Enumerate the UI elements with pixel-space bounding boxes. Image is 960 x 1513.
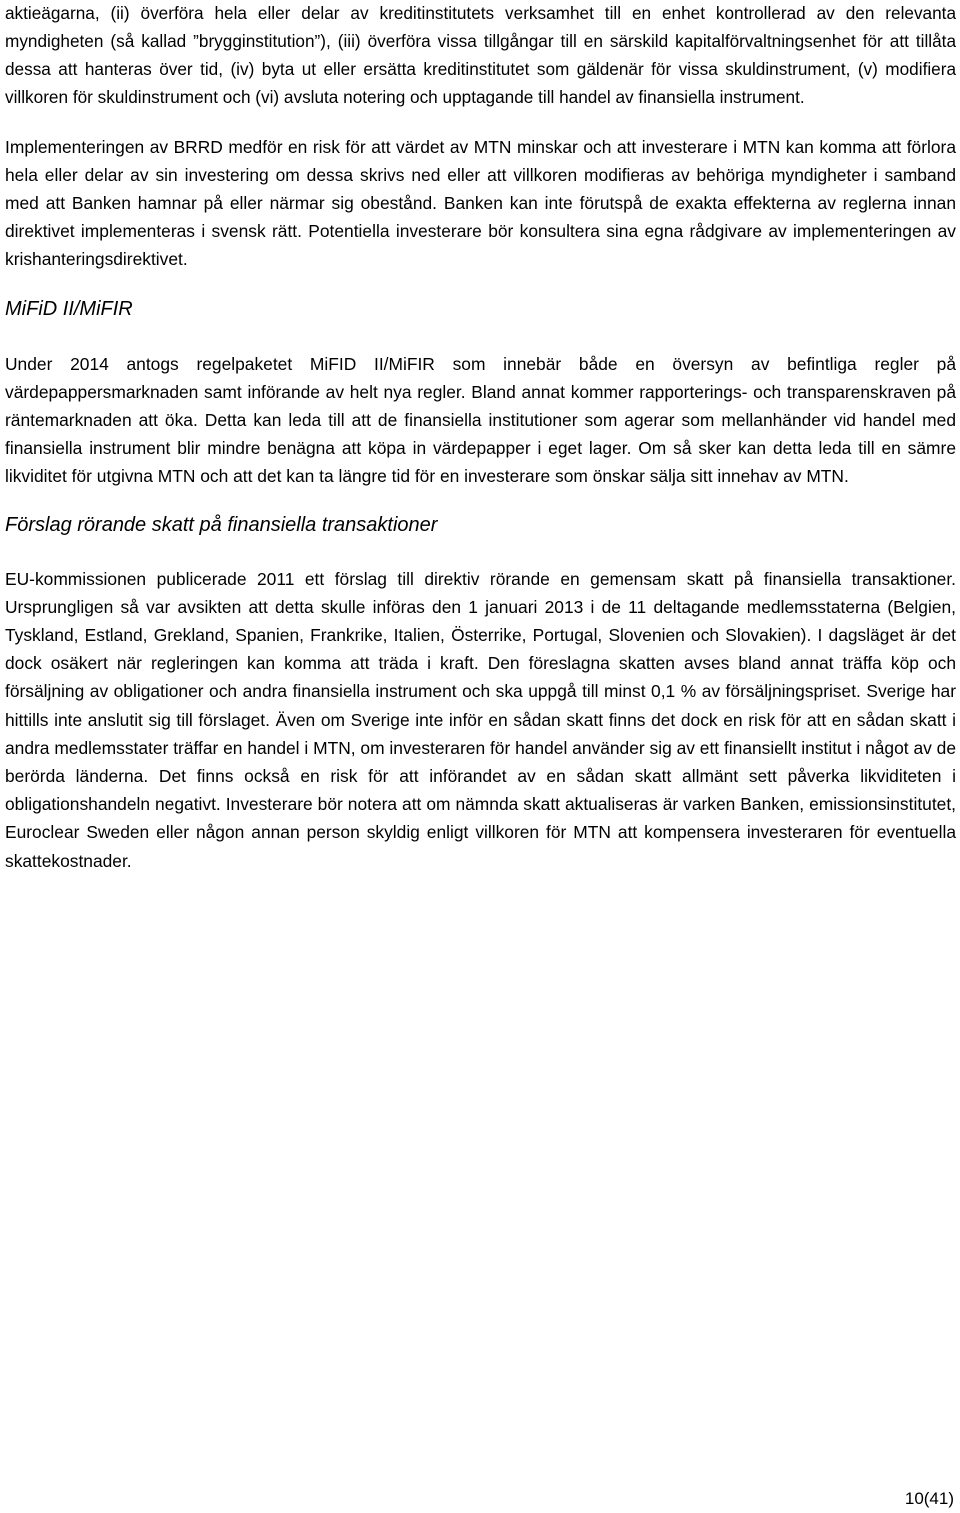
paragraph-financial-transaction-tax: EU-kommissionen publicerade 2011 ett förslag till direktiv rörande en gemensam skatt på finansiella transaktioner. Ursprungligen så var avsikten att detta skulle införas den 1 januari 2013 i de 11 deltagande medlemsstaterna (Belgien, Tyskland, Estland, Grekland, Spanien, Frankrike, Italien, Österrike, Portugal, Slovenien och Slovakien). I dagsläget är det dock osäkert när regleringen kan komma att träda i kraft. Den föreslagna skatten avses bland annat träffa köp och försäljning av obligationer och andra finansiella instrument och ska uppgå till minst 0,1 % av försäljningspriset. Sverige har hittills inte anslutit sig till förslaget. Även om Sverige inte inför en sådan skatt finns det dock en risk för att en sådan skatt i andra medlemsstater träffar en handel i MTN, om investeraren för handel använder sig av ett finansiellt institut i något av de berörda länderna. Det finns också en risk för att införandet av en sådan skatt allmänt sett påverka likviditeten i obligationshandeln negativt. Investerare bör notera att om nämnda skatt aktualiseras är varken Banken, emissionsinstitutet, Euroclear Sweden eller någon annan person skyldig enligt villkoren för MTN att kompensera investeraren för eventuella skattekostnader.: [5, 568, 956, 871]
heading-financial-transaction-tax: Förslag rörande skatt på finansiella transaktioner: [5, 513, 438, 536]
paragraph-resolution-tools: aktieägarna, (ii) överföra hela eller delar av kreditinstitutets verksamhet till en enhet kontrollerad av den relevanta myndigheten (så kallad ”brygginstitution”), (iii) överföra vissa tillgångar till en särskild kapitalförvaltningsenhet för att tillåta dessa att hanteras över tid, (iv) byta ut eller ersätta kreditinstitutet som gäldenär för vissa skuldinstrument, (v) modifiera villkoren för skuldinstrument och (vi) avsluta notering och upptagande till handel av finansiella instrument.: [5, 3, 956, 107]
paragraph-brrd-risk: Implementeringen av BRRD medför en risk för att värdet av MTN minskar och att investerare i MTN kan komma att förlora hela eller delar av sin investering om dessa skrivs ned eller att villkoren modifieras av behöriga myndigheter i samband med att Banken hamnar på eller närmar sig obestånd. Banken kan inte förutspå de exakta effekterna av reglerna innan direktivet implementeras i svensk rätt. Potentiella investerare bör konsultera sina egna rådgivare av implementeringen av krishanteringsdirektivet.: [5, 136, 956, 270]
heading-mifid: MiFiD II/MiFIR: [5, 297, 133, 320]
paragraph-mifid: Under 2014 antogs regelpaketet MiFID II/MiFIR som innebär både en översyn av befintliga regler på värdepappersmarknaden samt införande av helt nya regler. Bland annat kommer rapporterings- och transparenskraven på räntemarknaden att öka. Detta kan leda till att de finansiella institutioner som agerar som mellanhänder vid handel med finansiella instrument blir mindre benägna att köpa in värdepapper i eget lager. Om så sker kan detta leda till en sämre likviditet för utgivna MTN och att det kan ta längre tid för en investerare som önskar sälja sitt innehav av MTN.: [5, 353, 956, 487]
page-number: 10(41): [904, 1489, 954, 1508]
document-page: [5, 0, 956, 875]
